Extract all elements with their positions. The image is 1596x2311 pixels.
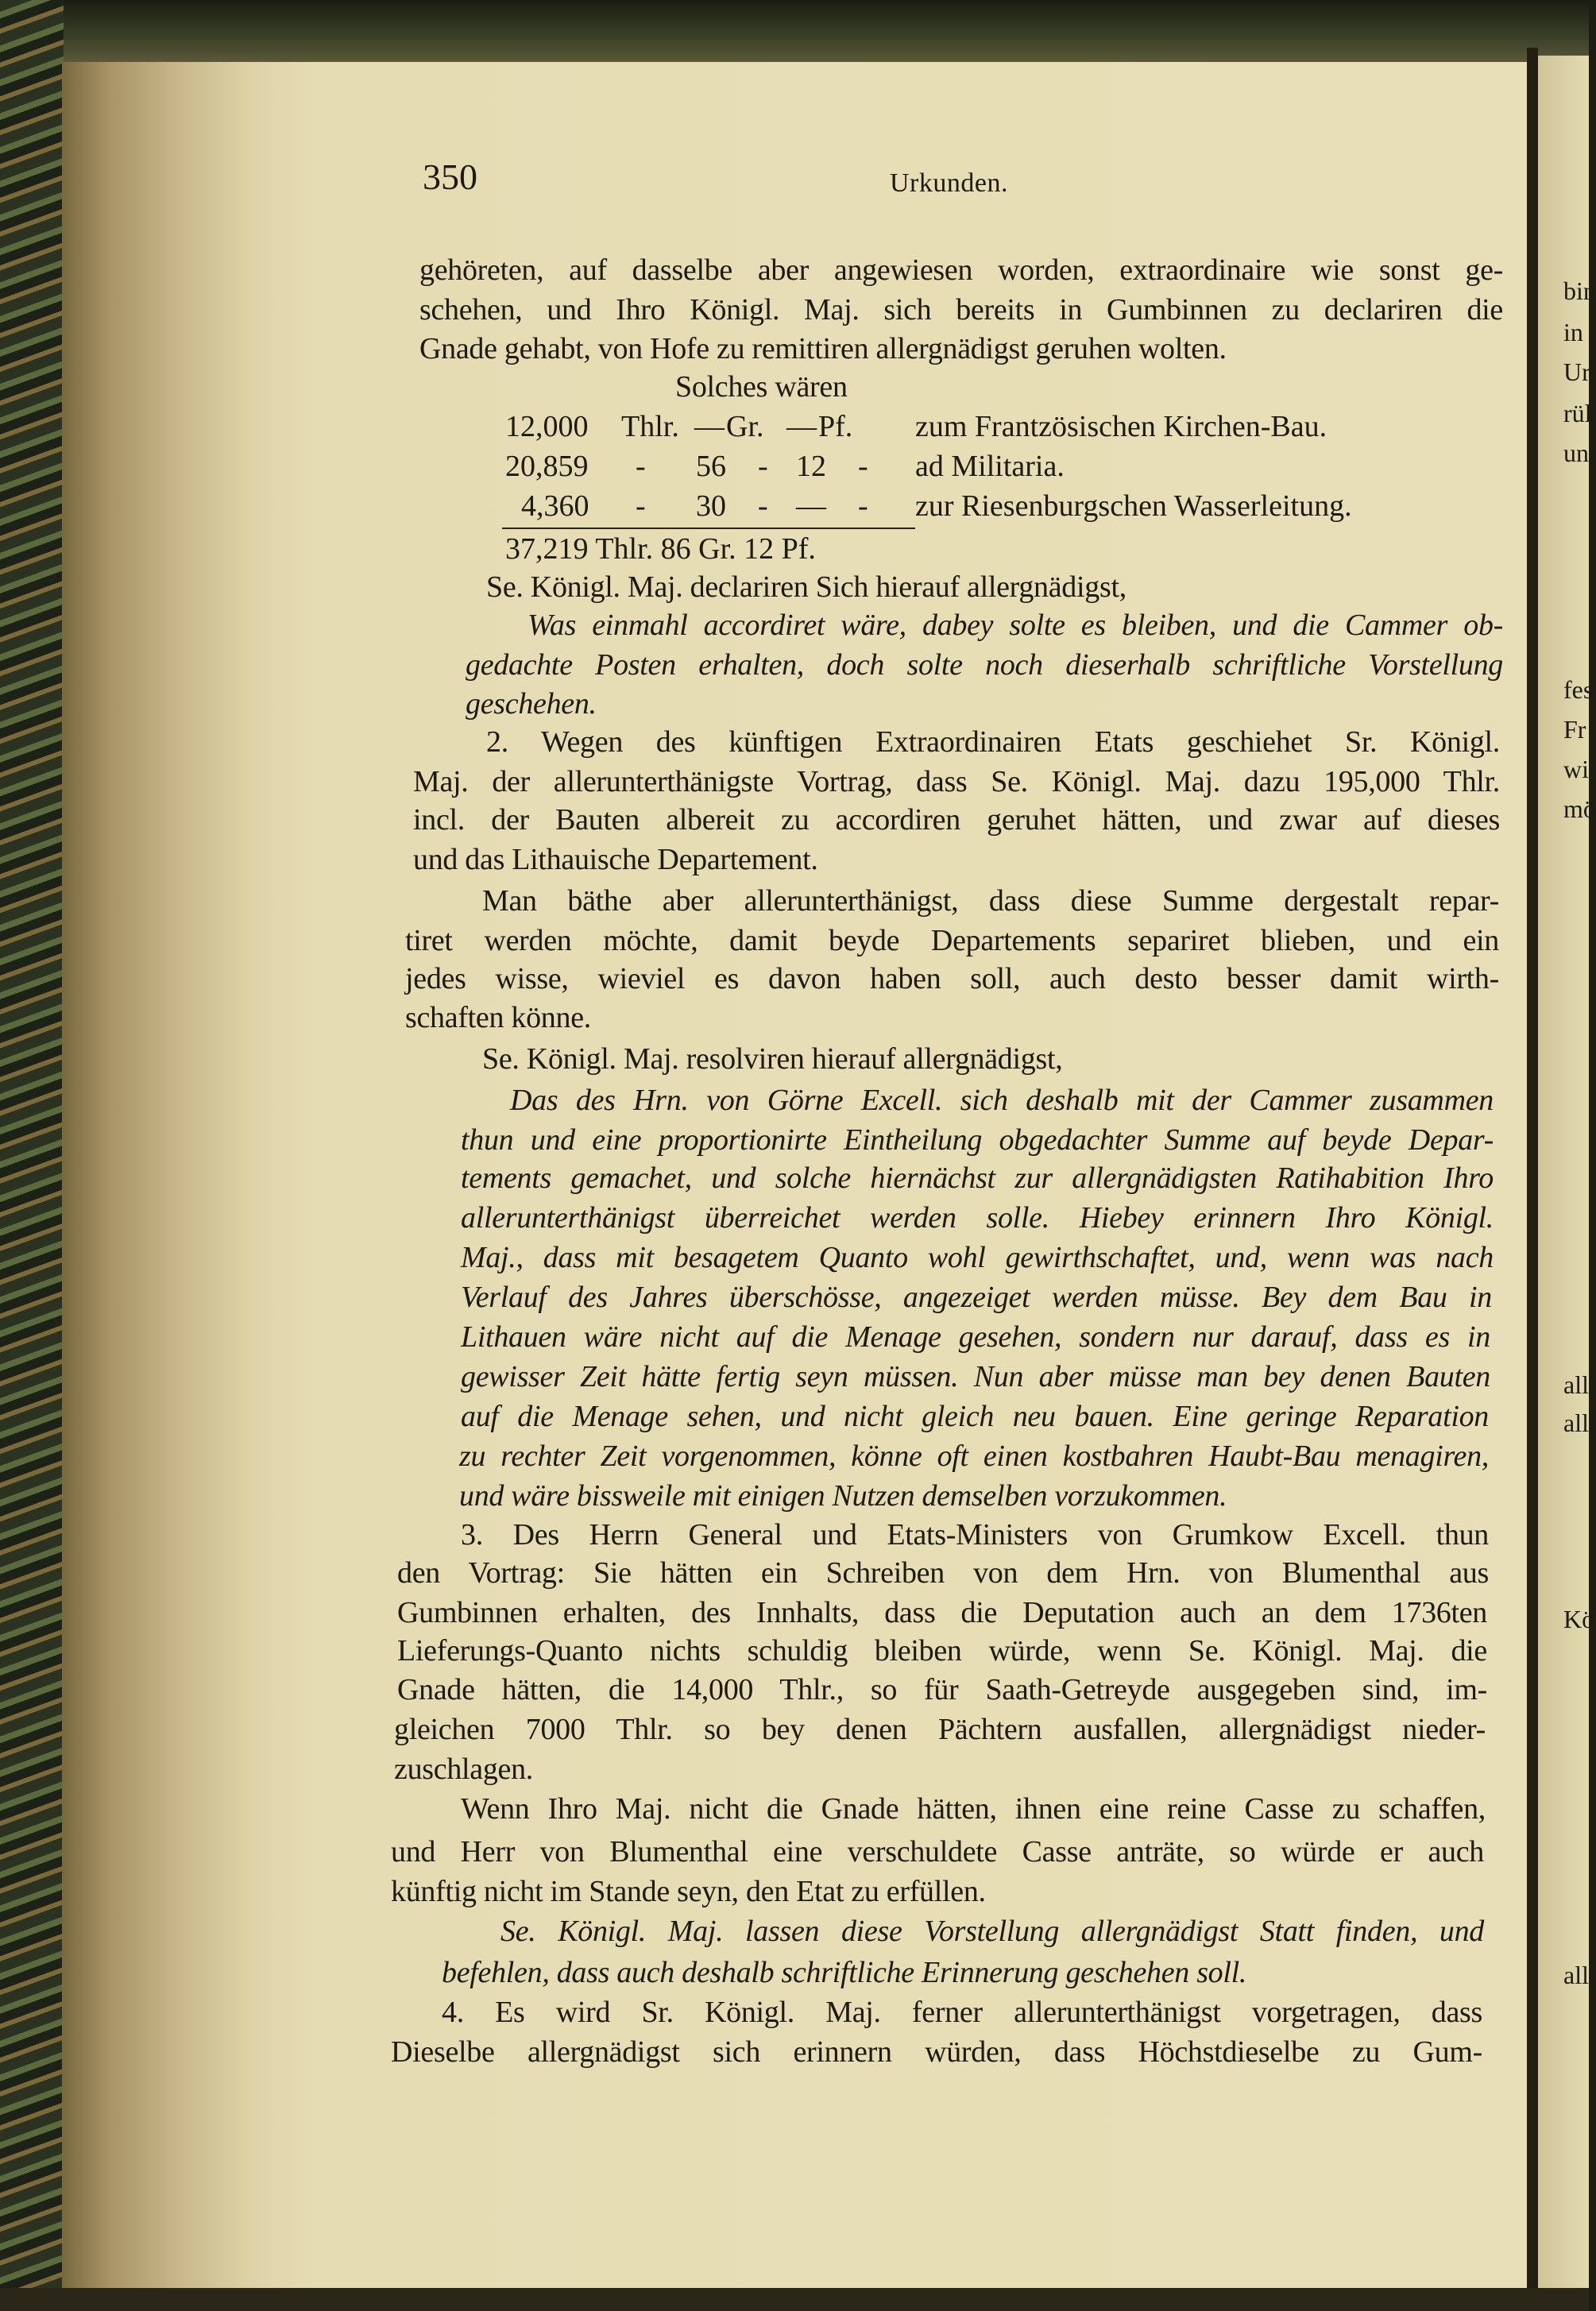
text-line: und wäre bissweile mit einigen Nutzen demselben vorzukommen. — [459, 1479, 1227, 1513]
facing-fragment: rül — [1563, 399, 1592, 427]
facing-fragment: bin — [1563, 276, 1596, 305]
purpose: zur Riesenburgschen Wasserleitung. — [915, 489, 1352, 523]
text-line: Se. Königl. Maj. declariren Sich hierauf allergnädigst, — [486, 570, 1126, 604]
text-line: zuschlagen. — [394, 1753, 534, 1786]
text-line: Lieferungs-Quanto nichts schuldig bleiben würde, wenn Se. Königl. Maj. die — [397, 1634, 1487, 1668]
pf-unit: - — [858, 450, 868, 483]
facing-fragment: un — [1563, 439, 1589, 467]
text-line: allerunterthänigst überreichet werden solle. Hiebey erinnern Ihro Königl. — [461, 1201, 1494, 1235]
running-title: Urkunden. — [890, 168, 1008, 198]
facing-page — [1538, 56, 1596, 2288]
purpose: zum Frantzösischen Kirchen-Bau. — [915, 410, 1327, 443]
facing-fragment: in — [1563, 318, 1583, 346]
text-line: incl. der Bauten albereit zu accordiren geruhet hätten, und zwar auf dieses — [413, 803, 1500, 837]
text-line: schaften könne. — [405, 1001, 591, 1034]
text-line: Se. Königl. Maj. resolviren hierauf allergnädigst, — [482, 1042, 1063, 1076]
text-line: Man bäthe aber allerunterthänigst, dass diese Summe dergestalt repar- — [482, 884, 1499, 918]
pf-value: — — [796, 489, 826, 523]
text-line: Das des Hrn. von Görne Excell. sich deshalb mit der Cammer zusammen — [510, 1084, 1494, 1117]
text-line: Solches wären — [675, 370, 848, 404]
facing-fragment: wi — [1563, 755, 1589, 783]
purpose: ad Militaria. — [915, 450, 1065, 483]
gr-value: 30 — [696, 489, 726, 523]
text-line: Was einmahl accordiret wäre, dabey solte es bleiben, und die Cammer ob- — [527, 609, 1503, 642]
facing-fragment: Fr — [1563, 715, 1586, 744]
text-line: jedes wisse, wieviel es davon haben soll, auch desto besser damit wirth- — [405, 962, 1499, 995]
facing-fragment: all — [1563, 1961, 1589, 1989]
text-line: tiret werden möchte, damit beyde Departements separiret blieben, und ein — [405, 924, 1499, 957]
gr-unit: - — [758, 450, 768, 483]
text-line: Lithauen wäre nicht auf die Menage gesehen, sondern nur darauf, dass es in — [461, 1320, 1490, 1354]
text-line: 4. Es wird Sr. Königl. Maj. ferner allerunterthänigst vorgetragen, dass — [442, 1996, 1482, 2029]
gr-value: — — [694, 410, 725, 443]
thlr-unit: Thlr. — [621, 410, 679, 443]
text-line: Maj. der allerunterthänigste Vortrag, dass Se. Königl. Maj. dazu 195,000 Thlr. — [413, 765, 1500, 798]
pf-value: 12 — [796, 450, 826, 483]
text-line: auf die Menage sehen, und nicht gleich neu bauen. Eine geringe Reparation — [461, 1400, 1489, 1433]
facing-fragment: all — [1563, 1409, 1589, 1437]
sum-rule — [502, 528, 915, 529]
text-line: künftig nicht im Stande seyn, den Etat zu erfüllen. — [391, 1875, 986, 1908]
text-line: und das Lithauische Departement. — [413, 843, 818, 876]
book-cover-top — [0, 0, 1589, 62]
text-line: und Herr von Blumenthal eine verschuldete Casse anträte, so würde er auch — [391, 1835, 1484, 1869]
facing-fragment: mö — [1563, 794, 1596, 823]
text-line: gehöreten, auf dasselbe aber angewiesen worden, extraordinaire wie sonst ge- — [419, 253, 1503, 287]
text-line: Gumbinnen erhalten, des Innhalts, dass die Deputation auch an dem 1736ten — [397, 1596, 1487, 1629]
text-line: befehlen, dass auch deshalb schriftliche Erinnerung geschehen soll. — [442, 1956, 1247, 1989]
text-line: Gnade hätten, die 14,000 Thlr., so für Saath-Getreyde ausgegeben sind, im- — [397, 1673, 1487, 1706]
text-line: Dieselbe allergnädigst sich erinnern würden, dass Höchstdieselbe zu Gum- — [391, 2035, 1482, 2069]
text-line: thun und eine proportionirte Eintheilung obgedachter Summe auf beyde Depar- — [461, 1123, 1494, 1157]
text-line: Wenn Ihro Maj. nicht die Gnade hätten, ihnen eine reine Casse zu schaffen, — [461, 1792, 1486, 1826]
thlr-value: 4,360 — [521, 489, 589, 523]
text-line: tements gemachet, und solche hiernächst zur allergnädigsten Ratihabition Ihro — [461, 1161, 1494, 1195]
sum-total: 37,219 Thlr. 86 Gr. 12 Pf. — [505, 532, 816, 566]
facing-fragment: Kö — [1563, 1605, 1595, 1633]
facing-fragment: all — [1563, 1370, 1589, 1399]
text-line: Gnade gehabt, von Hofe zu remittiren allergnädigst geruhen wolten. — [419, 332, 1227, 365]
text-line: Se. Königl. Maj. lassen diese Vorstellung allergnädigst Statt finden, und — [500, 1915, 1484, 1948]
gr-unit: Gr. — [726, 410, 764, 443]
text-line: 2. Wegen des künftigen Extraordinairen Etats geschiehet Sr. Königl. — [486, 725, 1500, 759]
thlr-value: 12,000 — [505, 410, 589, 443]
page-number: 350 — [423, 157, 477, 197]
text-line: gedachte Posten erhalten, doch solte noch dieserhalb schriftliche Vorstellung — [466, 648, 1503, 682]
pf-unit: - — [858, 489, 868, 523]
gr-unit: - — [758, 489, 768, 523]
pf-unit: Pf. — [818, 410, 853, 443]
text-line: gewisser Zeit hätte fertig seyn müssen. Nun aber müsse man bey denen Bauten — [461, 1360, 1490, 1393]
thlr-unit: - — [636, 489, 646, 523]
thlr-value: 20,859 — [505, 450, 589, 483]
text-line: Maj., dass mit besagetem Quanto wohl gewirthschaftet, und, wenn was nach — [461, 1241, 1494, 1274]
text-line: gleichen 7000 Thlr. so bey denen Pächtern ausfallen, allergnädigst nieder- — [394, 1713, 1486, 1746]
book-cover-bottom — [0, 2288, 1589, 2311]
gr-value: 56 — [696, 450, 726, 483]
book-cover-spine — [0, 0, 64, 2311]
text-line: Verlauf des Jahres überschösse, angezeiget werden müsse. Bey dem Bau in — [461, 1281, 1492, 1314]
text-line: den Vortrag: Sie hätten ein Schreiben von dem Hrn. von Blumenthal aus — [397, 1556, 1489, 1590]
page-divider — [1527, 48, 1538, 2304]
text-line: schehen, und Ihro Königl. Maj. sich bereits in Gumbinnen zu declariren die — [419, 293, 1503, 327]
facing-fragment: fes — [1563, 675, 1594, 704]
text-line: zu rechter Zeit vorgenommen, könne oft einen kostbahren Haubt-Bau menagiren, — [459, 1440, 1489, 1473]
text-line: geschehen. — [466, 687, 597, 721]
text-line: 3. Des Herrn General und Etats-Ministers von Grumkow Excell. thun — [461, 1518, 1489, 1552]
facing-fragment: Ur — [1563, 357, 1590, 386]
thlr-unit: - — [636, 450, 646, 483]
pf-value: — — [786, 410, 817, 443]
